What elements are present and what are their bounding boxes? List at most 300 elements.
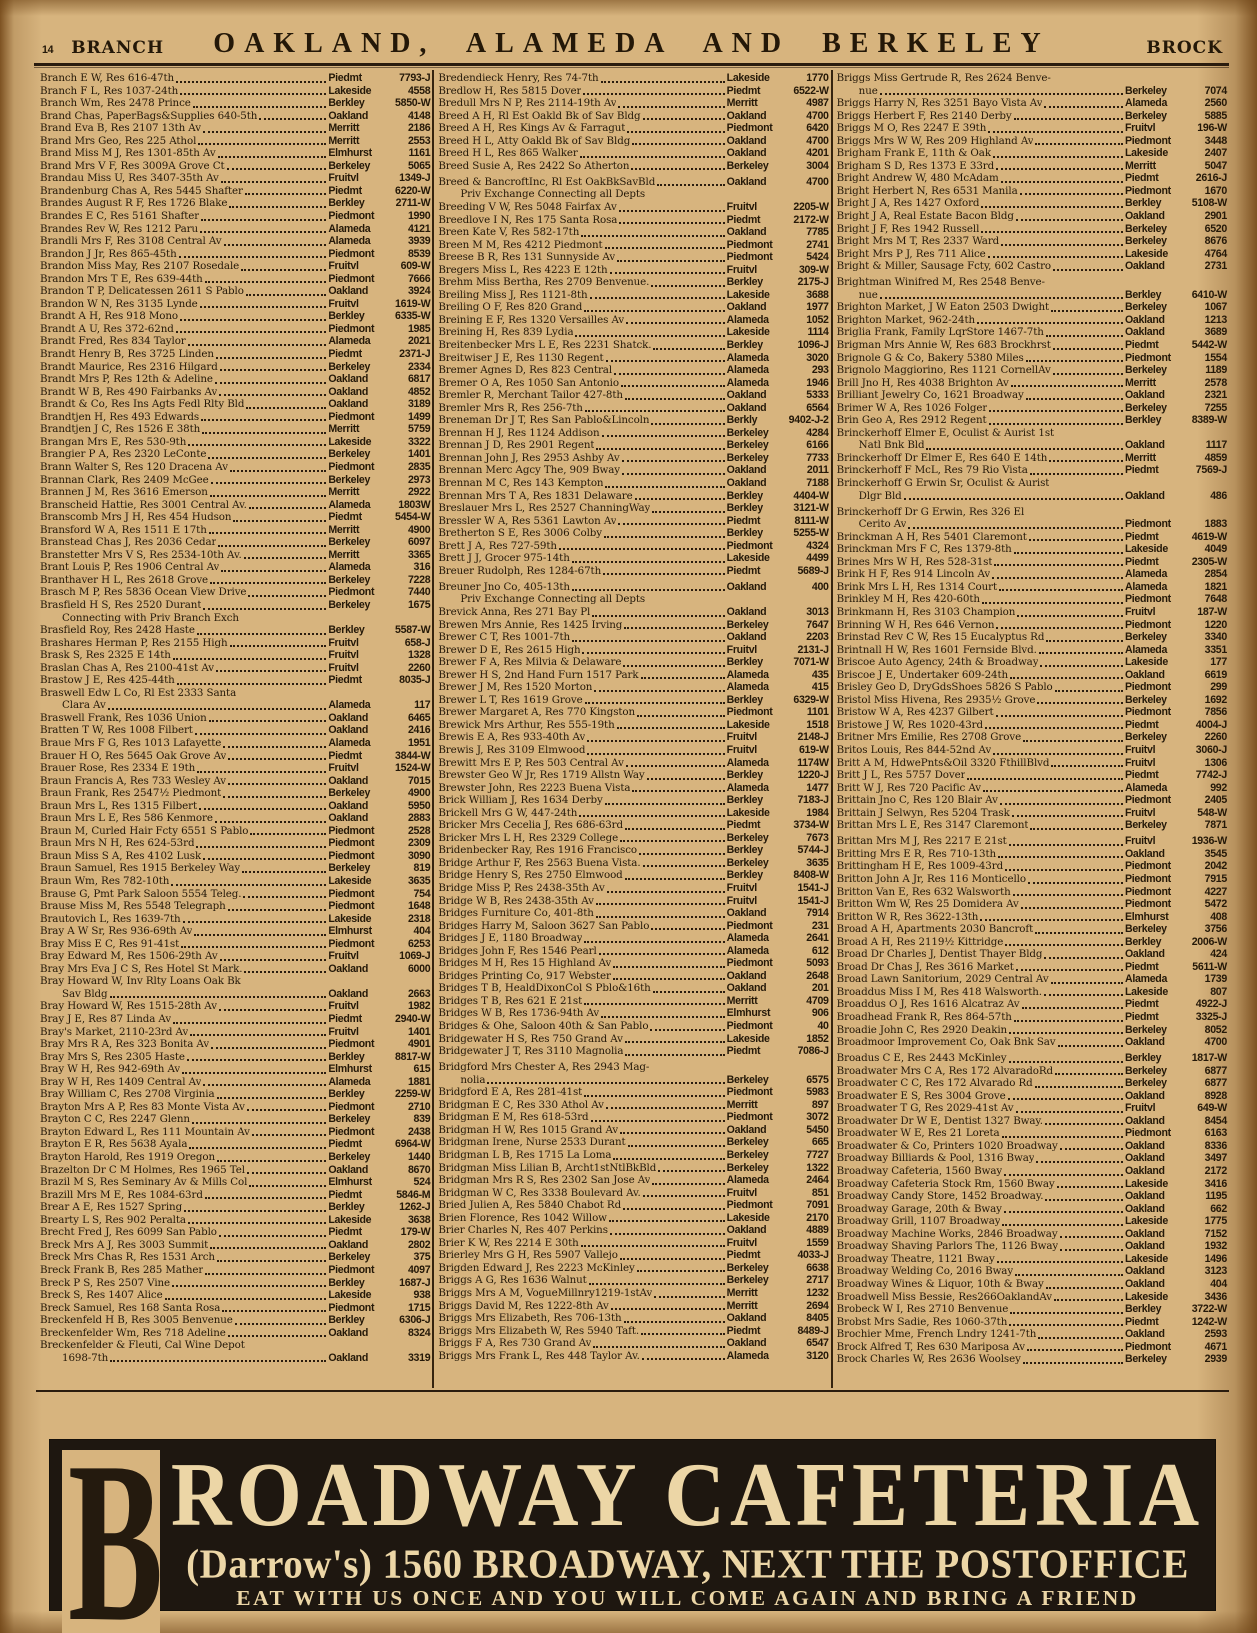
entry-phone-number: 2802 — [407, 1238, 431, 1251]
directory-entry — [438, 1007, 828, 1020]
directory-entry — [40, 750, 430, 763]
entry-name: Natl Bnk Bld — [858, 439, 925, 452]
entry-exchange: Piedmont — [328, 1038, 375, 1051]
directory-columns — [36, 70, 1229, 1388]
header-rule-thin — [34, 67, 1229, 68]
dot-leader — [1051, 765, 1123, 767]
directory-entry — [438, 565, 828, 578]
entry-phone-number: 2694 — [806, 1299, 829, 1312]
directory-entry — [837, 389, 1227, 402]
entry-name: Broadmoor Improvement Co, Oak Bnk Sav — [836, 1036, 1056, 1049]
directory-entry — [837, 619, 1227, 632]
entry-exchange: Berkeley — [328, 862, 371, 875]
entry-name: Brinckerhoff Dr Elmer E, Res 640 E 14th — [836, 451, 1048, 464]
dot-leader — [967, 778, 1123, 780]
entry-phone-number: 2318 — [407, 912, 431, 925]
entry-exchange: Fruitvl — [328, 260, 359, 273]
entry-name: Bright J A, Res 1427 Oxford — [836, 197, 980, 210]
entry-phone-number: 3448 — [1204, 134, 1227, 147]
entry-exchange: Alameda — [1124, 568, 1168, 581]
entry-phone-number: 5333 — [806, 389, 829, 402]
entry-phone-number: 1932 — [1204, 1240, 1227, 1253]
entry-exchange: Berkley — [726, 656, 763, 669]
entry-name: Breckenfelder Wm, Res 718 Adeline — [40, 1326, 226, 1339]
entry-name: Broadway Cafeteria Stock Rm, 1560 Bway — [836, 1177, 1055, 1190]
directory-entry — [40, 561, 430, 574]
entry-phone-number: 1670 — [1204, 184, 1227, 197]
entry-exchange: Fruitvl — [726, 1186, 757, 1199]
entry-exchange: Berkeley — [328, 473, 371, 486]
dot-leader — [200, 306, 327, 308]
entry-name: Brandon J Jr, Res 865-45th — [40, 247, 177, 260]
entry-name: Breeding V W, Res 5048 Fairfax Av — [438, 200, 617, 213]
entry-name: Bridgman Mrs R S, Res 2302 San Jose Av — [438, 1174, 651, 1187]
dot-leader — [980, 919, 1123, 921]
dot-leader — [989, 423, 1123, 425]
directory-entry — [837, 223, 1227, 236]
entry-name: Brinckerhoff Dr G Erwin, Res 326 El — [836, 505, 1025, 518]
entry-phone-number: 5689-J — [797, 564, 829, 577]
entry-phone-number: 9402-J-2 — [788, 414, 829, 427]
page-header — [40, 26, 1223, 60]
dot-leader — [614, 373, 725, 375]
dot-leader — [1001, 181, 1123, 183]
entry-exchange: Berkley — [328, 1276, 365, 1289]
directory-entry — [40, 285, 430, 298]
entry-phone-number: 7228 — [407, 573, 431, 586]
entry-exchange: Piedmt — [726, 564, 761, 577]
entry-name: Britting Mrs E R, Res 710-13th — [836, 847, 997, 860]
directory-entry — [438, 85, 828, 98]
directory-entry — [438, 264, 828, 277]
entry-exchange: Piedmont — [726, 1199, 773, 1212]
entry-name: Brewick Mrs Arthur, Res 555-19th — [438, 718, 615, 731]
directory-entry — [40, 913, 430, 926]
entry-exchange: Piedmt — [328, 1226, 362, 1239]
directory-entry — [438, 239, 828, 252]
entry-phone-number: 5587-W — [395, 624, 431, 637]
directory-entry — [837, 1190, 1227, 1203]
entry-name: Briggs David M, Res 1222-8th Av — [438, 1299, 609, 1312]
dot-leader — [581, 235, 724, 237]
entry-phone-number: 1648 — [407, 900, 431, 913]
entry-phone-number: 4671 — [1204, 1340, 1227, 1353]
dot-leader — [228, 783, 326, 785]
entry-name: Britt A M, HdwePnts&Oil 3320 FthillBlvd — [836, 756, 1050, 769]
directory-entry — [837, 1328, 1227, 1341]
directory-entry — [40, 737, 430, 750]
directory-entry — [40, 1352, 430, 1365]
entry-exchange: Piedmt — [1124, 1315, 1159, 1328]
entry-exchange: Oakland — [328, 385, 369, 398]
dot-leader — [1053, 348, 1123, 350]
dot-leader — [1044, 994, 1123, 996]
directory-entry — [40, 925, 430, 938]
entry-name: Brintnall H W, Res 1601 Fernside Blvd. — [836, 643, 1037, 656]
entry-exchange: Oakland — [726, 109, 767, 122]
entry-exchange: Oakland — [328, 109, 369, 122]
dot-leader — [249, 1185, 326, 1187]
entry-phone-number: 2940-W — [395, 1013, 431, 1026]
dot-leader — [637, 715, 725, 717]
entry-phone-number: 3120 — [806, 1349, 829, 1362]
ad-big-letter: B — [68, 1414, 164, 1633]
entry-exchange: Berkeley — [328, 573, 371, 586]
entry-phone-number: 3072 — [806, 1111, 829, 1124]
dot-leader — [1055, 690, 1123, 692]
directory-entry — [837, 631, 1227, 644]
entry-exchange: Oakland — [726, 464, 767, 477]
entry-exchange: Oakland — [726, 631, 767, 644]
entry-phone-number: 4324 — [806, 539, 829, 552]
entry-name: Briscoe J E, Undertaker 609-24th — [836, 668, 1009, 681]
directory-entry — [837, 581, 1227, 594]
entry-name: Brien Florence, Res 1042 Willow — [438, 1211, 607, 1224]
dot-leader — [983, 790, 1123, 792]
directory-entry — [837, 1140, 1227, 1153]
directory-entry — [837, 1011, 1227, 1024]
entry-exchange: Oakland — [1124, 210, 1165, 223]
entry-exchange: Piedmont — [1124, 618, 1171, 631]
entry-phone-number: 2717 — [806, 1274, 829, 1287]
entry-exchange: Alameda — [726, 1349, 769, 1362]
entry-exchange: Alameda — [726, 932, 769, 945]
directory-entry — [837, 1215, 1227, 1228]
directory-entry — [438, 314, 828, 327]
entry-name: Breese B R, Res 131 Sunnyside Av — [438, 251, 616, 264]
directory-entry — [837, 1253, 1227, 1266]
entry-exchange: Berkley — [726, 338, 763, 351]
dot-leader — [621, 385, 725, 387]
dot-leader — [171, 884, 326, 886]
dot-leader — [559, 548, 725, 550]
directory-column-2 — [432, 70, 830, 1388]
dot-leader — [172, 1285, 326, 1287]
dot-leader — [1004, 1211, 1123, 1213]
entry-name: Brinckman Mrs F C, Res 1379-8th — [836, 543, 1012, 556]
entry-name: Bremler Mrs R, Res 256-7th — [438, 401, 583, 414]
entry-name: Britt W J, Res 720 Pacific Av — [836, 781, 981, 794]
entry-name: Brasfield H S, Res 2520 Durant — [40, 598, 202, 611]
dot-leader — [619, 222, 724, 224]
directory-entry — [837, 276, 1227, 289]
entry-exchange: Alameda — [1124, 973, 1168, 986]
entry-exchange: Berkeley — [726, 618, 769, 631]
dot-leader — [201, 419, 326, 421]
entry-exchange: Oakland — [328, 774, 369, 787]
directory-entry — [438, 794, 828, 807]
entry-phone-number: 906 — [811, 1007, 829, 1020]
dot-leader — [653, 348, 724, 350]
entry-name: Brauer H O, Res 5645 Oak Grove Av — [40, 749, 227, 762]
dot-leader — [587, 740, 724, 742]
entry-exchange: Alameda — [328, 498, 371, 511]
dot-leader — [228, 909, 327, 911]
entry-phone-number: 6163 — [1204, 1127, 1227, 1140]
dot-leader — [993, 753, 1123, 755]
entry-name: Bredendieck Henry, Res 74-7th — [438, 72, 599, 84]
entry-name: Bressler W A, Res 5361 Lawton Av — [438, 514, 617, 527]
entry-name: Brierley Mrs G H, Res 5907 Vallejo — [438, 1249, 618, 1262]
entry-name: Brazil M S, Res Seminary Av & Mills Col — [40, 1176, 248, 1189]
directory-entry — [837, 1115, 1227, 1128]
entry-name: Breck Mrs Chas R, Res 1531 Arch — [40, 1251, 215, 1264]
entry-exchange: Piedmt — [1124, 998, 1159, 1011]
entry-phone-number: 3365 — [407, 548, 431, 561]
entry-name: Brandt & Co, Res Ins Agts Fedl Rlty Bld — [40, 398, 245, 411]
dot-leader — [259, 118, 326, 120]
entry-name: Brandt W B, Res 490 Fairbanks Av — [40, 385, 218, 398]
entry-exchange: Piedmont — [328, 1263, 375, 1276]
directory-entry — [837, 835, 1227, 848]
dot-leader — [1023, 740, 1123, 742]
entry-exchange: Lakeside — [726, 552, 770, 565]
dot-leader — [605, 486, 724, 488]
dot-leader — [632, 790, 724, 792]
entry-name: Brittain J Selwyn, Res 5204 Trask — [836, 806, 1010, 819]
entry-phone-number: 1619-W — [395, 297, 431, 310]
dot-leader — [585, 702, 725, 704]
entry-name: Bray A W Sr, Res 936-69th Av — [40, 925, 193, 938]
dot-leader — [1000, 803, 1123, 805]
dot-leader — [248, 595, 326, 597]
directory-entry — [837, 1303, 1227, 1316]
directory-entry — [837, 1291, 1227, 1304]
entry-exchange: Alameda — [328, 736, 371, 749]
entry-phone-number: 2203 — [806, 631, 829, 644]
entry-phone-number: 8052 — [1204, 1023, 1227, 1036]
entry-exchange: Fruitvl — [1124, 835, 1156, 848]
dot-leader — [244, 557, 327, 559]
entry-phone-number: 2334 — [407, 360, 431, 373]
entry-name: Bridges Furniture Co, 401-8th — [438, 907, 594, 920]
entry-name: Brewer D E, Res 2615 High — [438, 643, 581, 656]
entry-name: Brinstad Rev C W, Res 15 Eucalyptus Rd — [836, 631, 1045, 644]
entry-name: Broaddus Miss I M, Res 418 Walsworth. — [836, 985, 1042, 998]
entry-exchange: Piedmt — [1124, 464, 1159, 477]
entry-name: Brinning W H, Res 646 Vernon — [836, 618, 995, 631]
entry-phone-number: 1817-W — [1191, 1052, 1227, 1065]
header-rule — [34, 63, 1229, 66]
directory-entry — [837, 402, 1227, 415]
entry-name: Broad Dr Chas J, Res 3616 Market — [836, 960, 1014, 973]
dot-leader — [1010, 1312, 1123, 1314]
entry-phone-number: 1739 — [1204, 973, 1227, 986]
entry-exchange: Fruitvl — [328, 636, 359, 649]
directory-entry — [40, 1063, 430, 1076]
entry-phone-number: 658-J — [404, 636, 431, 649]
dot-leader — [193, 106, 327, 108]
entry-name: Bridges John F, Res 1546 Pearl — [438, 944, 597, 957]
entry-name: Broadway Theatre, 1121 Bway — [836, 1252, 995, 1265]
entry-exchange: Fruitvl — [328, 297, 359, 310]
directory-entry — [40, 649, 430, 662]
entry-exchange: Piedmont — [1124, 518, 1171, 531]
dot-leader — [242, 871, 326, 873]
entry-phone-number: 7742-J — [1195, 769, 1227, 782]
entry-phone-number: 1675 — [407, 598, 431, 611]
entry-exchange: Piedmont — [328, 410, 375, 423]
dot-leader — [221, 181, 327, 183]
entry-exchange: Lakeside — [726, 806, 770, 819]
entry-phone-number: 4404-W — [793, 489, 829, 502]
directory-entry — [837, 326, 1227, 339]
directory-entry — [837, 1052, 1227, 1065]
entry-phone-number: 8670 — [407, 1163, 431, 1176]
directory-entry — [438, 945, 828, 958]
entry-exchange: Oakland — [1124, 1265, 1165, 1278]
entry-exchange: Oakland — [726, 389, 767, 402]
directory-entry — [40, 812, 430, 825]
entry-exchange: Fruitvl — [726, 882, 757, 894]
entry-exchange: Piedmont — [726, 706, 773, 719]
entry-name: Brisley Geo D, DryGdsShoes 5826 S Pablo — [836, 681, 1053, 694]
entry-phone-number: 548-W — [1197, 806, 1227, 819]
entry-phone-number: 4859 — [1204, 451, 1227, 464]
directory-entry — [837, 1152, 1227, 1165]
entry-phone-number: 1262-J — [399, 1201, 431, 1214]
dot-leader — [572, 561, 725, 563]
entry-exchange: Berkeley — [1124, 1353, 1167, 1366]
entry-exchange: Alameda — [726, 376, 769, 389]
dot-leader — [1045, 1123, 1123, 1125]
entry-exchange: Berkeley — [726, 831, 769, 844]
entry-phone-number: 2172-W — [793, 213, 829, 226]
entry-phone-number: 5611-W — [1192, 960, 1227, 973]
entry-name: Brighton Market, J W Eaton 2503 Dwight — [836, 301, 1050, 314]
entry-phone-number: 807 — [1210, 985, 1227, 998]
directory-entry — [837, 719, 1227, 732]
directory-entry — [837, 1102, 1227, 1115]
entry-exchange: Berkley — [1124, 935, 1162, 948]
directory-entry — [438, 731, 828, 744]
entry-phone-number: 992 — [1210, 781, 1227, 794]
directory-entry — [438, 1174, 828, 1187]
directory-entry — [40, 398, 430, 411]
dot-leader — [639, 853, 725, 855]
entry-exchange: Piedmont — [328, 900, 375, 913]
directory-entry — [438, 1212, 828, 1225]
entry-exchange: Elmhurst — [328, 1176, 372, 1189]
entry-name: Breed A H, Rl Est Oakld Bk of Sav Bldg — [438, 109, 641, 122]
entry-exchange: Oakland — [1124, 847, 1165, 860]
entry-name: Bray Mrs Eva J C S, Res Hotel St Mark. — [40, 962, 243, 975]
entry-exchange: Oakland — [1124, 1139, 1165, 1152]
entry-exchange: Fruitvl — [726, 894, 757, 907]
entry-phone-number: 7569-J — [1195, 464, 1227, 477]
directory-entry — [438, 932, 828, 945]
directory-entry — [438, 1312, 828, 1325]
directory-entry — [438, 1136, 828, 1149]
entry-phone-number: 3722-W — [1191, 1303, 1227, 1316]
entry-phone-number: 2011 — [806, 464, 829, 477]
entry-phone-number: 7015 — [407, 774, 431, 787]
entry-name: Brasfield Roy, Res 2428 Haste — [40, 624, 195, 637]
dot-leader — [602, 435, 725, 437]
entry-name: Breining H, Res 839 Lydia — [438, 326, 574, 339]
entry-phone-number: 3123 — [1204, 1265, 1227, 1278]
entry-phone-number: 6564 — [806, 401, 829, 414]
entry-exchange: Berkley — [328, 310, 365, 323]
entry-phone-number: 316 — [413, 561, 431, 574]
entry-name: Brewer C T, Res 1001-7th — [438, 631, 571, 644]
directory-entry — [438, 1350, 828, 1363]
entry-phone-number: 851 — [811, 1186, 829, 1199]
directory-entry — [837, 490, 1227, 503]
entry-name: Brigham S D, Res 1373 E 33rd — [836, 159, 995, 172]
entry-phone-number: 2260 — [1204, 731, 1227, 744]
entry-phone-number: 819 — [413, 862, 431, 875]
dot-leader — [173, 1022, 326, 1024]
columns-bottom-rule — [36, 1390, 1229, 1392]
entry-exchange: Berkley — [726, 527, 763, 540]
entry-phone-number: 2835 — [407, 460, 431, 473]
entry-name: Brause G, Pmt Park Saloon 5554 Teleg. — [40, 887, 242, 900]
entry-exchange: Berkeley — [1124, 301, 1167, 314]
entry-phone-number: 408 — [1210, 910, 1227, 923]
dot-leader — [994, 564, 1123, 566]
directory-entry — [438, 1033, 828, 1046]
entry-name: Brandt Fred, Res 834 Taylor — [40, 335, 186, 348]
dot-leader — [641, 1333, 725, 1335]
directory-entry — [837, 197, 1227, 210]
entry-exchange: Fruitvl — [1124, 806, 1156, 819]
entry-phone-number: 3090 — [407, 849, 431, 862]
entry-phone-number: 309-W — [798, 263, 829, 276]
directory-entry — [40, 724, 430, 737]
entry-phone-number: 5472 — [1204, 898, 1227, 911]
entry-name: Broadwater Dr W E, Dentist 1327 Bway. — [836, 1114, 1043, 1127]
ad-title: ROADWAY CAFETERIA — [170, 1445, 1205, 1546]
directory-entry — [438, 135, 828, 148]
dot-leader — [596, 903, 725, 905]
entry-exchange: Oakland — [1124, 389, 1165, 402]
entry-phone-number: 2205-W — [793, 200, 829, 213]
dot-leader — [243, 896, 326, 898]
entry-exchange: Piedmont — [726, 1020, 773, 1033]
directory-entry — [837, 669, 1227, 682]
entry-exchange: Berkeley — [328, 598, 371, 611]
entry-exchange: Piedmont — [328, 272, 375, 285]
entry-phone-number: 1401 — [407, 448, 431, 461]
dot-leader — [177, 683, 327, 685]
entry-phone-number: 3939 — [407, 235, 431, 248]
entry-name: Breed H L, Res 865 Walker — [438, 147, 578, 160]
directory-entry — [438, 97, 828, 110]
dot-leader — [590, 297, 725, 299]
dot-leader — [1023, 1362, 1123, 1364]
directory-entry — [438, 1099, 828, 1112]
directory-entry — [438, 439, 828, 452]
entry-name: Broadway Shaving Parlors The, 1126 Bway — [836, 1240, 1059, 1253]
entry-name: Britton Wm W, Res 25 Domidera Av — [836, 898, 1019, 911]
directory-entry — [438, 1237, 828, 1250]
entry-exchange: Berkley — [726, 276, 763, 289]
entry-name: nue — [858, 288, 878, 301]
directory-entry — [837, 260, 1227, 273]
entry-phone-number: 201 — [811, 982, 829, 995]
entry-exchange: Piedmont — [1124, 1127, 1171, 1140]
directory-entry — [438, 631, 828, 644]
directory-entry — [837, 568, 1227, 581]
entry-exchange: Elmhurst — [726, 1007, 771, 1020]
directory-entry — [40, 1302, 430, 1315]
entry-phone-number: 3013 — [806, 605, 829, 618]
dot-leader — [1002, 1224, 1123, 1226]
entry-name: Brandt A U, Res 372-62nd — [40, 322, 174, 335]
dot-leader — [1015, 1274, 1123, 1276]
directory-entry — [40, 975, 430, 988]
